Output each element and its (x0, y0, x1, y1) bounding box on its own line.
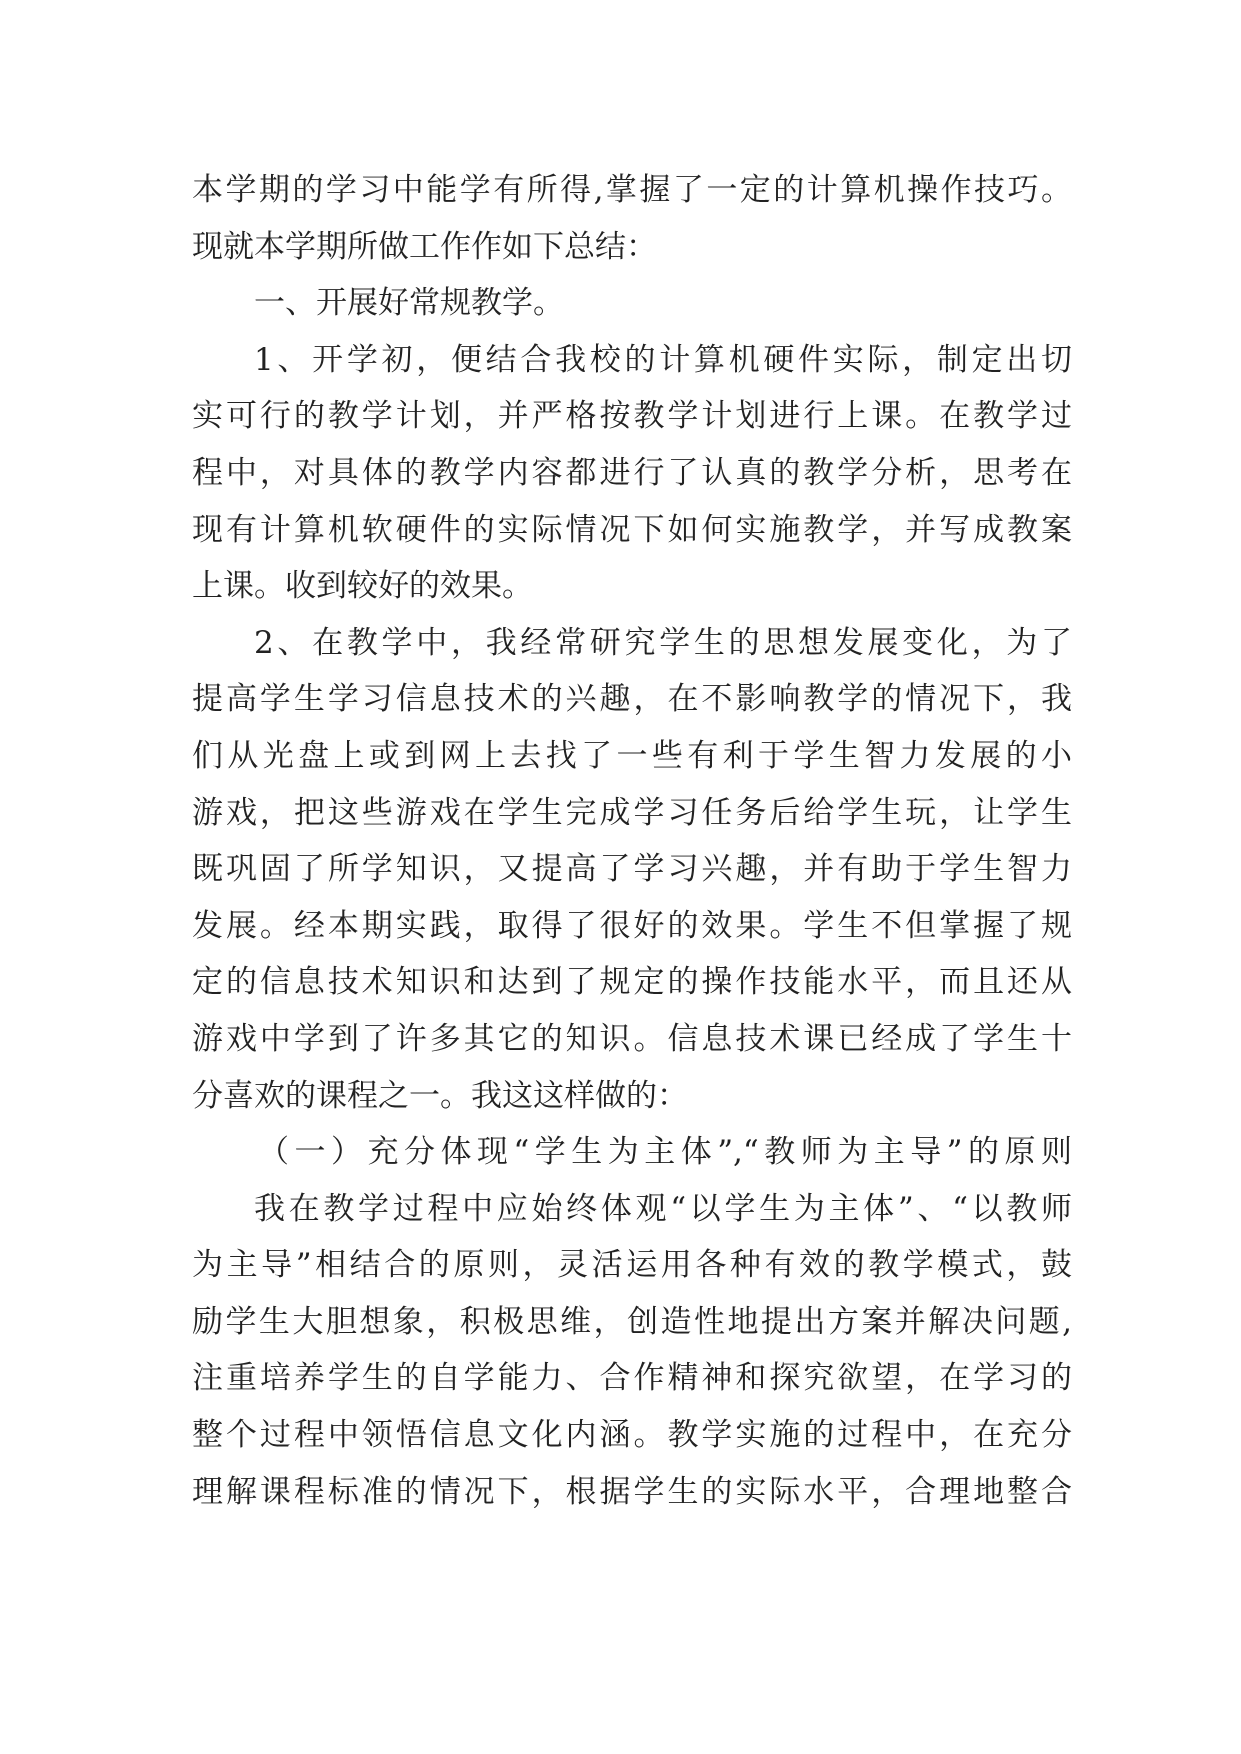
text-line: 2、在教学中，我经常研究学生的思想发展变化，为了 (254, 624, 1072, 661)
text-line: 上课。收到较好的效果。 (192, 568, 533, 605)
section-heading (192, 275, 1072, 332)
text-line: 理解课程标准的情况下，根据学生的实际水平，合理地整合 (192, 1473, 1072, 1510)
text-line: 程中，对具体的教学内容都进行了认真的教学分析，思考在 (192, 454, 1072, 491)
paragraph-sub-body (192, 1181, 1072, 1521)
text-line: 注重培养学生的自学能力、合作精神和探究欲望，在学习的 (192, 1360, 1072, 1397)
text-line: 励学生大胆想象，积极思维，创造性地提出方案并解决问题, (192, 1303, 1072, 1340)
text-line: 本学期的学习中能学有所得,掌握了一定的计算机操作技巧。 (192, 172, 1072, 208)
text-line: 提高学生学习信息技术的兴趣，在不影响教学的情况下，我 (192, 681, 1072, 718)
document-body (192, 162, 1072, 1520)
text-line: 定的信息技术知识和达到了规定的操作技能水平，而且还从 (192, 964, 1072, 1001)
sub-section-heading (192, 1124, 1072, 1181)
paragraph-item-1 (192, 332, 1072, 615)
text-line: 1、开学初，便结合我校的计算机硬件实际，制定出切 (254, 341, 1072, 378)
text-line: 为主导”相结合的原则，灵活运用各种有效的教学模式，鼓 (192, 1247, 1072, 1284)
text-line: 发展。经本期实践，取得了很好的效果。学生不但掌握了规 (192, 907, 1072, 944)
text-line: 游戏中学到了许多其它的知识。信息技术课已经成了学生十 (192, 1020, 1072, 1057)
text-line: 游戏，把这些游戏在学生完成学习任务后给学生玩，让学生 (192, 794, 1072, 831)
text-line: （一）充分体现“学生为主体”,“教师为主导”的原则 (258, 1134, 1072, 1171)
text-line: 现有计算机软硬件的实际情况下如何实施教学，并写成教案 (192, 511, 1072, 548)
text-line: 我在教学过程中应始终体观“以学生为主体”、“以教师 (254, 1190, 1072, 1227)
text-line: 现就本学期所做工作作如下总结： (192, 228, 657, 265)
text-line: 们从光盘上或到网上去找了一些有利于学生智力发展的小 (192, 737, 1072, 774)
paragraph-item-2 (192, 615, 1072, 1124)
text-line: 既巩固了所学知识，又提高了学习兴趣，并有助于学生智力 (192, 851, 1072, 888)
text-line: 分喜欢的课程之一。我这这样做的： (192, 1077, 688, 1114)
paragraph-intro (192, 162, 1072, 275)
text-line: 整个过程中领悟信息文化内涵。教学实施的过程中，在充分 (192, 1417, 1072, 1454)
text-line: 一、开展好常规教学。 (254, 285, 564, 322)
text-line: 实可行的教学计划，并严格按教学计划进行上课。在教学过 (192, 398, 1072, 435)
